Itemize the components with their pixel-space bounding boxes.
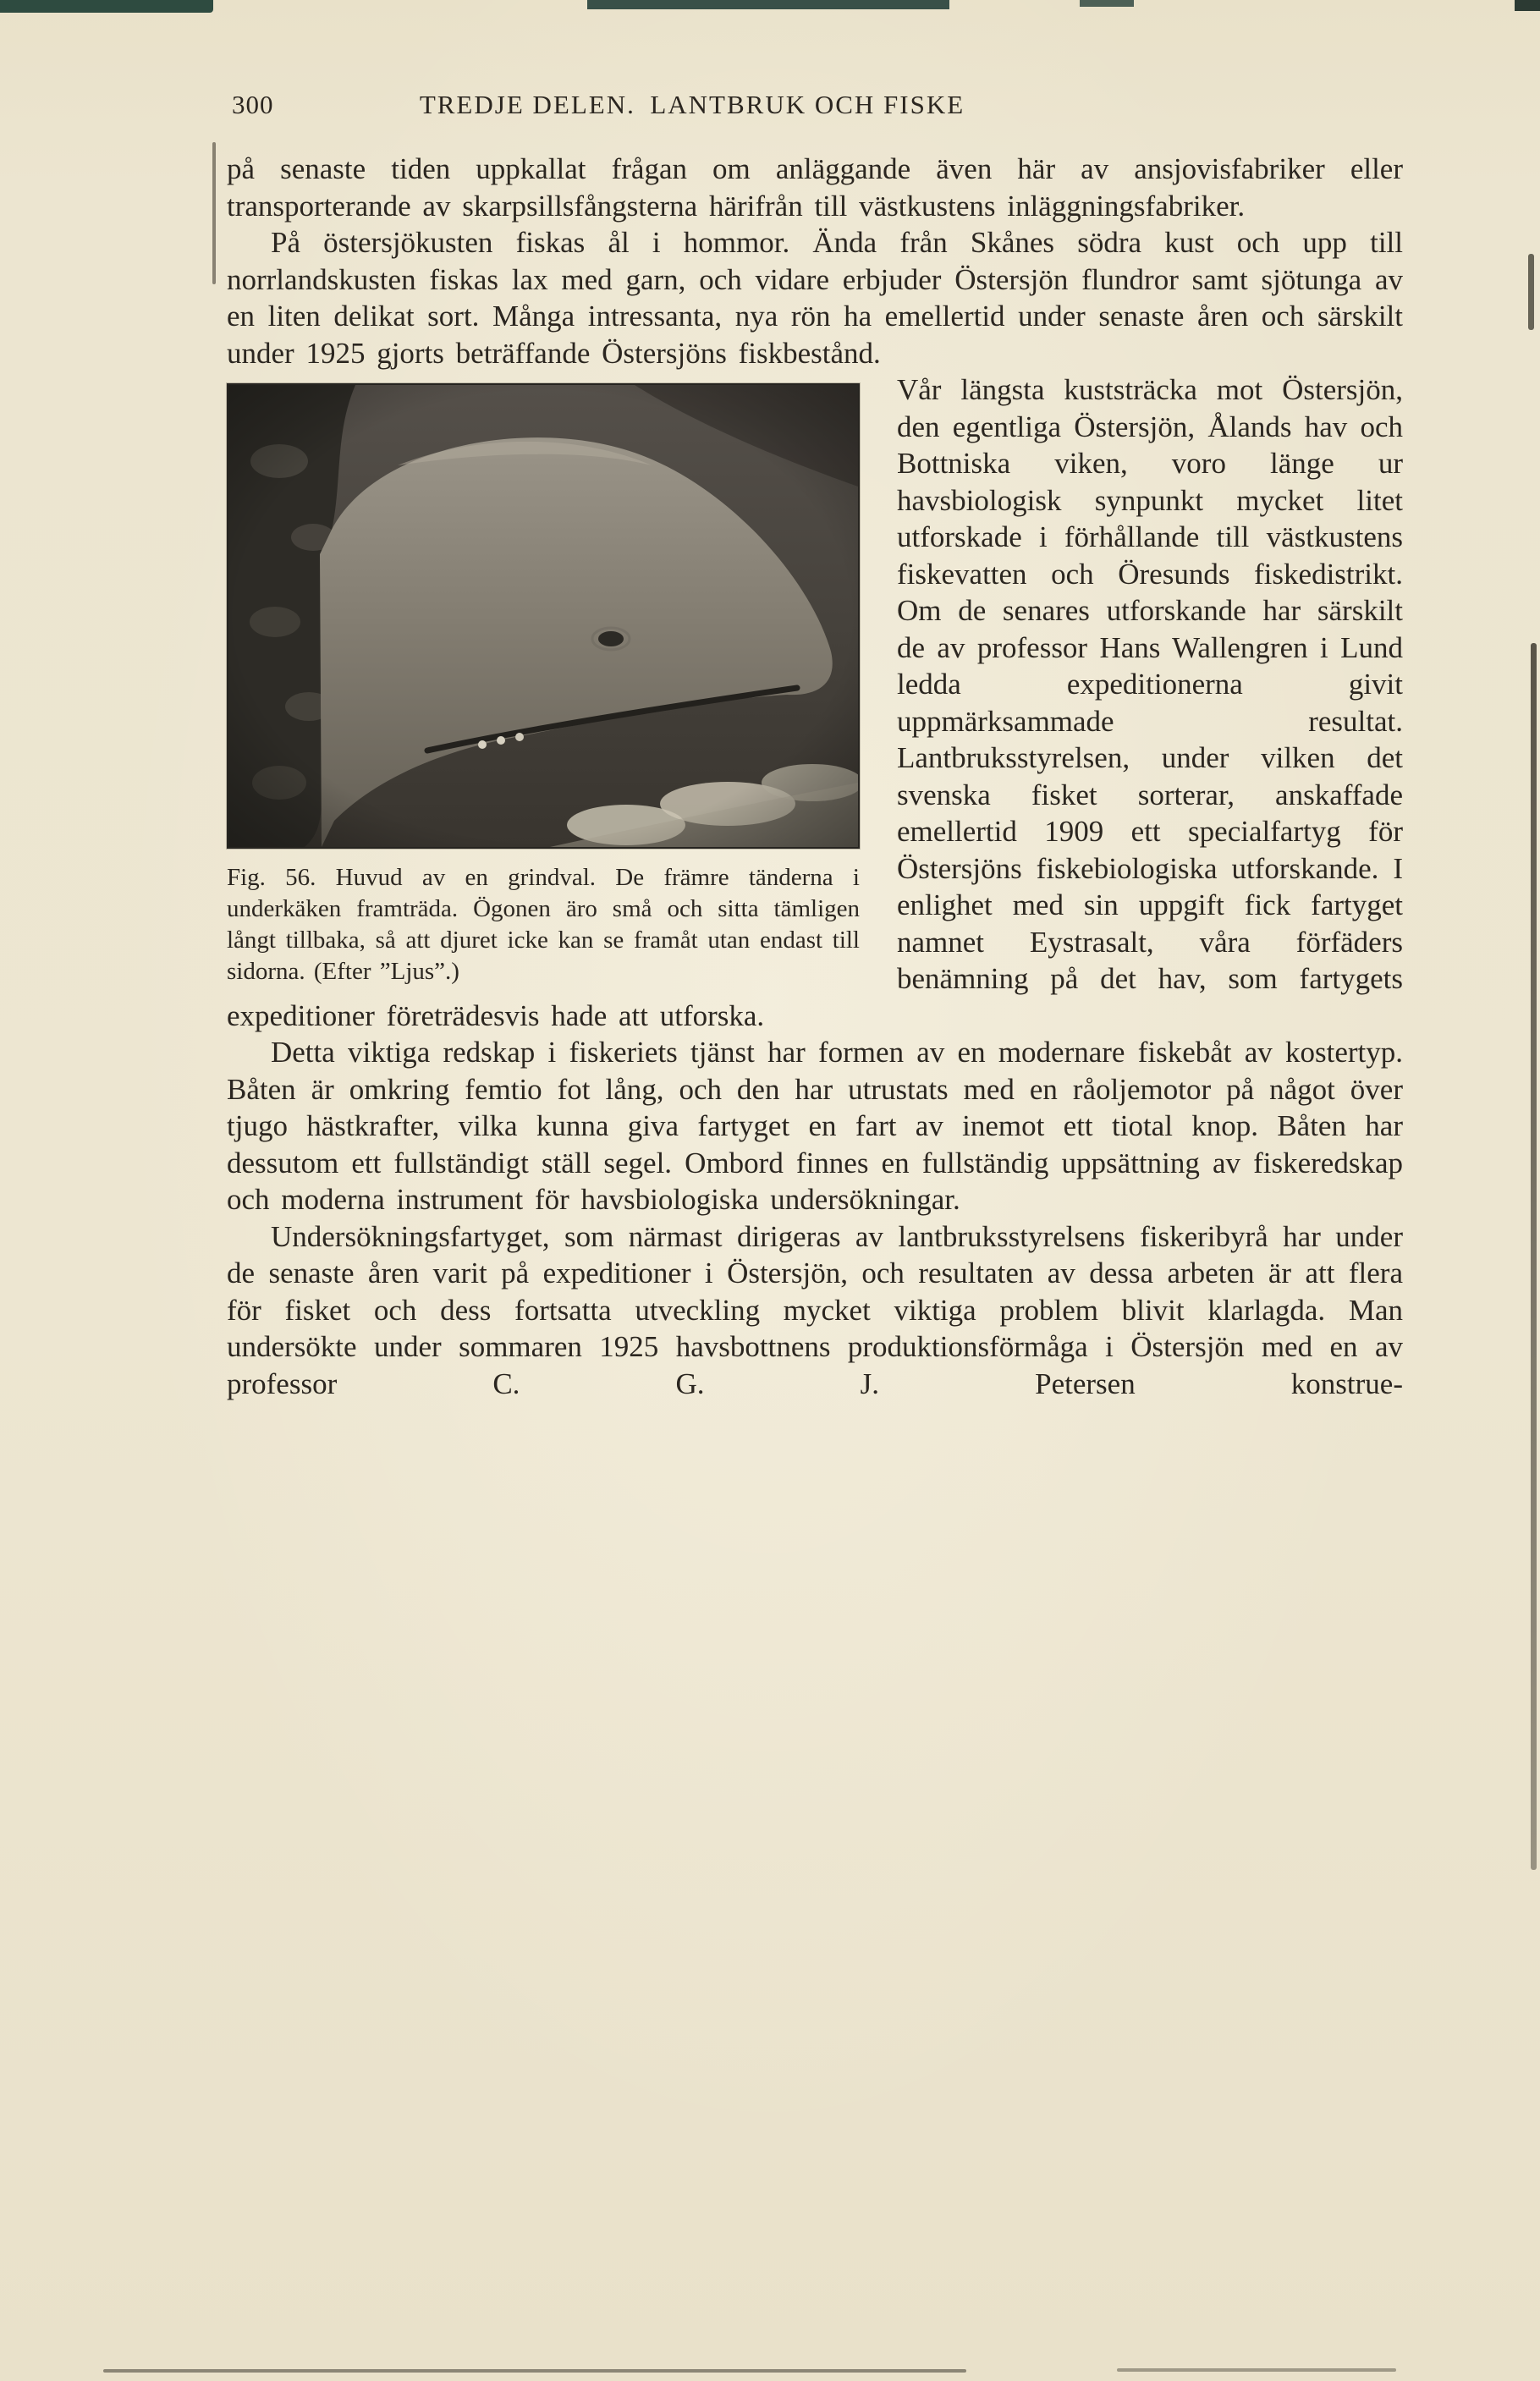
page-number: 300 bbox=[232, 90, 274, 119]
figure-whale bbox=[227, 383, 860, 987]
pilot-whale-photo bbox=[227, 383, 860, 849]
scan-artifact-bottom-line-left bbox=[103, 2369, 966, 2373]
body-paragraph: Detta viktiga redskap i fiskeriets tjänst har formen av en modernare fiskebåt av kostertyp. Båten är omkring femtio fot lång, och den har utrustats med en råoljemotor på något över tjugo hästkrafter, vilka kunna giva fartyget en fart av inemot ett tiotal knop. Båten har dessutom ett fullständigt ställ segel. Ombord finnes en fullständig uppsättning av fiskeredskap och moderna instrument för havsbiologiska undersökningar. bbox=[227, 1036, 1403, 1216]
body-paragraph-wrapped: Vår längsta kuststräcka mot Östersjön, den egentliga Östersjön, Ålands hav och Bottniska viken, voro länge ur havsbiologisk synpunkt mycket litet utforskade i förhållande till västkustens fiskevatten och Öresunds fiskedistrikt. Om de senares utforskande har särskilt de av professor Hans Wallengren i Lund ledda expeditionerna givit uppmärksammade resultat. Lantbruksstyrelsen, under vilken det svenska fisket sorterar, anskaffade emellertid 1909 ett specialfartyg för Östersjöns fiskebiologiska utforskande. I enlighet med sin uppgift fick fartyget namnet Eystrasalt, våra förfäders benämning på det hav, som fartygets expeditioner företrädesvis hade att utforska. bbox=[227, 373, 1403, 1032]
body-paragraph-continuation: på senaste tiden uppkallat frågan om anläggande även här av ansjovisfabriker eller transporterande av skarpsillsfångsterna härifrån till västkustens inläggningsfabriker. bbox=[227, 152, 1403, 223]
body-text bbox=[227, 151, 1403, 1402]
scan-artifact-right-edge-line bbox=[1531, 643, 1537, 1870]
scan-artifact-top-right-corner bbox=[1515, 0, 1540, 11]
running-header bbox=[227, 83, 1403, 127]
page-content bbox=[227, 83, 1403, 1402]
scan-artifact-bottom-line-right bbox=[1117, 2368, 1396, 2372]
running-header-title: TREDJE DELEN. LANTBRUK OCH FISKE bbox=[419, 90, 965, 119]
scan-artifact-right-dash bbox=[1528, 254, 1534, 330]
scan-artifact-top-left bbox=[0, 0, 213, 13]
scan-artifact-top-middle bbox=[587, 0, 949, 9]
scan-artifact-left-margin-line bbox=[212, 142, 216, 284]
body-paragraph-last: Undersökningsfartyget, som närmast dirigeras av lantbruksstyrelsens fiskeribyrå har under de senaste åren varit på expeditioner i Östersjön, och resultaten av dessa arbeten är att flera för fisket och dess fortsatta utveckling mycket viktiga problem blivit klarlagda. Man undersökte under sommaren 1925 havsbottnens produktionsförmåga i Östersjön med en av professor C. G. J. Petersen konstrue- bbox=[227, 1219, 1403, 1400]
figure-caption: Fig. 56. Huvud av en grindval. De främre tänderna i underkäken framträda. Ögonen äro små och sitta tämligen långt tillbaka, så att djuret icke kan se framåt utan endast till sidorna. (Efter ”Ljus”.) bbox=[227, 864, 860, 985]
body-paragraph: På östersjökusten fiskas ål i hommor. Ända från Skånes södra kust och upp till norrlandskusten fiskas lax med garn, och vidare erbjuder Östersjön flundror samt sjötunga av en liten delikat sort. Många intressanta, nya rön ha emellertid under senaste åren och särskilt under 1925 gjorts beträffande Östersjöns fiskbestånd. bbox=[227, 226, 1403, 370]
scan-artifact-top-small bbox=[1080, 0, 1134, 7]
